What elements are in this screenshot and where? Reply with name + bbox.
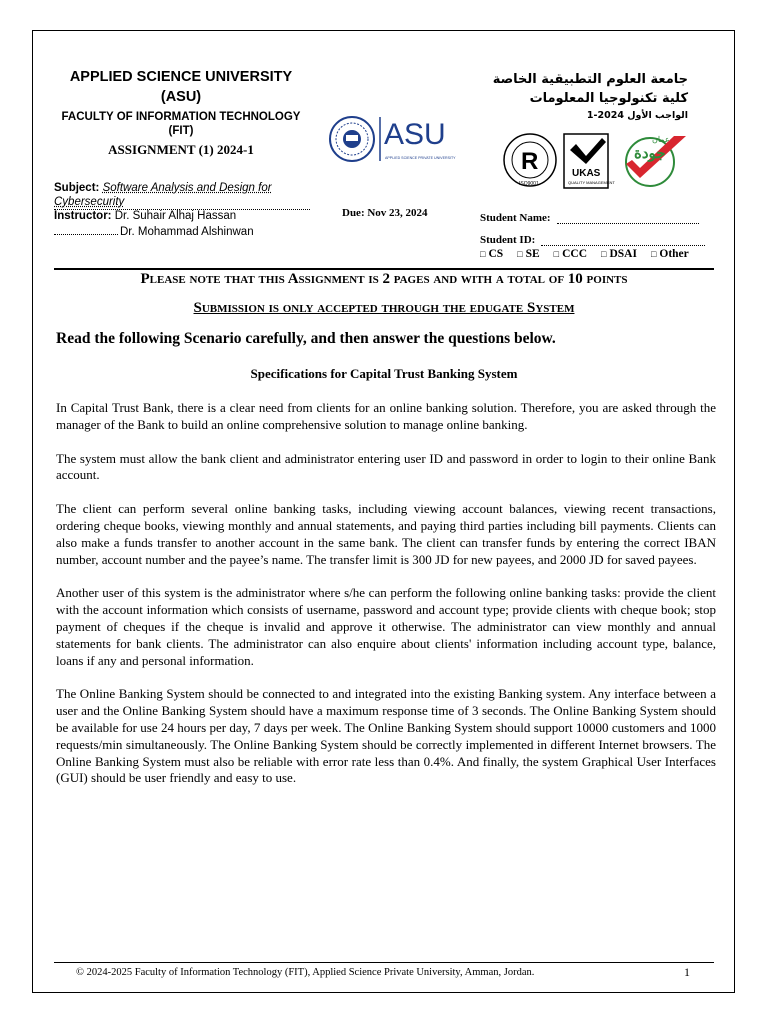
logo-text: ASU (384, 118, 446, 151)
jawda-text: جودة (634, 145, 666, 162)
ukas-badge-icon (564, 134, 615, 188)
subject-label: Subject: (54, 182, 100, 194)
major-ccc-checkbox[interactable]: □ CCC (553, 248, 588, 260)
iso-badge-icon (504, 134, 556, 187)
student-id-label: Student ID: (480, 234, 536, 246)
notice-pages-points: Please note that this Assignment is 2 pages and with a total of 10 points (140, 271, 628, 287)
student-info (480, 202, 705, 246)
paragraph: In Capital Trust Bank, there is a clear need from clients for an online banking solution. Therefore, you are asked through the manager of the Bank to build an online comprehensive solution to manage online banking. (56, 400, 716, 432)
paragraph: The system must allow the bank client and administrator entering user ID and password in order to login to their online Bank account. (56, 450, 716, 483)
spec-title: Specifications for Capital Trust Banking System (250, 366, 518, 381)
instruction-heading: Read the following Scenario carefully, and then answer the questions below. (56, 330, 556, 347)
major-dsai-checkbox[interactable]: □ DSAI (601, 248, 637, 260)
assignment-title: ASSIGNMENT (1) 2024-1 (108, 142, 254, 157)
logo-subtext: APPLIED SCIENCE PRIVATE UNIVERSITY (385, 156, 456, 160)
quality-badges (502, 128, 694, 192)
instructor-2: Dr. Mohammad Alshinwan (120, 225, 254, 238)
ukas-sub: QUALITY MANAGEMENT (568, 180, 615, 185)
major-other-checkbox[interactable]: □ Other (650, 248, 689, 260)
subject-block (54, 182, 310, 239)
page-number: 1 (684, 965, 690, 979)
student-name-field[interactable] (557, 211, 699, 224)
jawda-sub: عمان (652, 135, 670, 144)
university-header-en (56, 68, 306, 158)
footer-divider (54, 962, 714, 963)
student-name-label: Student Name: (480, 212, 551, 224)
scenario-body (56, 400, 716, 804)
student-id-field[interactable] (541, 233, 705, 246)
assignment-title-ar: الواجب الأول 2024-1 (586, 110, 688, 121)
notice-submission: Submission is only accepted through the edugate System (193, 300, 575, 316)
ukas-text: UKAS (572, 168, 601, 179)
subject-value: Software Analysis and Design for Cybersecurity (54, 182, 272, 208)
instructor-1: Dr. Suhair Alhaj Hassan (114, 210, 237, 222)
major-checkboxes (480, 248, 689, 260)
svg-text:R: R (521, 148, 539, 175)
university-header-ar (478, 70, 688, 123)
faculty-abbr: (FIT) (168, 125, 194, 137)
paragraph: Another user of this system is the administrator where s/he can perform the following online banking tasks: provide the client with the account information which consists of username, password and account type; provide clients with cheque book; stop payment of cheques if the cheque is invalid and approve it otherwise. The administrator can view monthly and annual statements for bank clients. The administrator can also enquire about clients' information including account type, balance, loans if any and personal information. (56, 585, 716, 668)
university-abbr: (ASU) (160, 89, 202, 105)
instructor-label: Instructor: (54, 210, 112, 222)
due-date: Due: Nov 23, 2024 (342, 207, 428, 219)
asu-logo (328, 113, 462, 165)
paragraph: The Online Banking System should be connected to and integrated into the existing Banking system. Any interface between a user and the Online Banking System should have a maximum response time of 3 seconds. The Online Banking System should be available for use 24 hours per day, 7 days per week. The Online Banking System should support 10000 customers and 1000 requests/min simultaneously. The Online Banking System should be correctly implemented in different Internet browsers. The Online Banking System must also be reliable with error rate less than 0.4%. And finally, the system Graphical User Interfaces (GUI) should be user friendly and easy to use. (56, 686, 716, 786)
major-cs-checkbox[interactable]: □ CS (480, 248, 504, 260)
faculty-name-ar: كلية تكنولوجيا المعلومات (529, 91, 688, 106)
faculty-name: FACULTY OF INFORMATION TECHNOLOGY (61, 111, 301, 123)
jawda-badge-icon (626, 135, 686, 186)
iso-text: ISO9001 (519, 181, 539, 187)
university-name-ar: جامعة العلوم التطبيقية الخاصة (492, 72, 688, 87)
header-divider (54, 268, 714, 270)
university-name: APPLIED SCIENCE UNIVERSITY (69, 69, 293, 85)
paragraph: The client can perform several online banking tasks, including viewing account balances, viewing recent transactions, ordering cheque books, viewing monthly and annual statements, and paying third parties including bill payments. Clients can also make a funds transfer to another account in the same bank. The client can transfer funds by entering the correct IBAN number, account number and the payee’s name. The transfer limit is 300 JD for new payees, and 2000 JD for saved payees. (56, 501, 716, 567)
major-se-checkbox[interactable]: □ SE (517, 248, 540, 260)
footer-copyright: © 2024-2025 Faculty of Information Technology (FIT), Applied Science Private University, Amman, Jordan. (76, 967, 535, 978)
